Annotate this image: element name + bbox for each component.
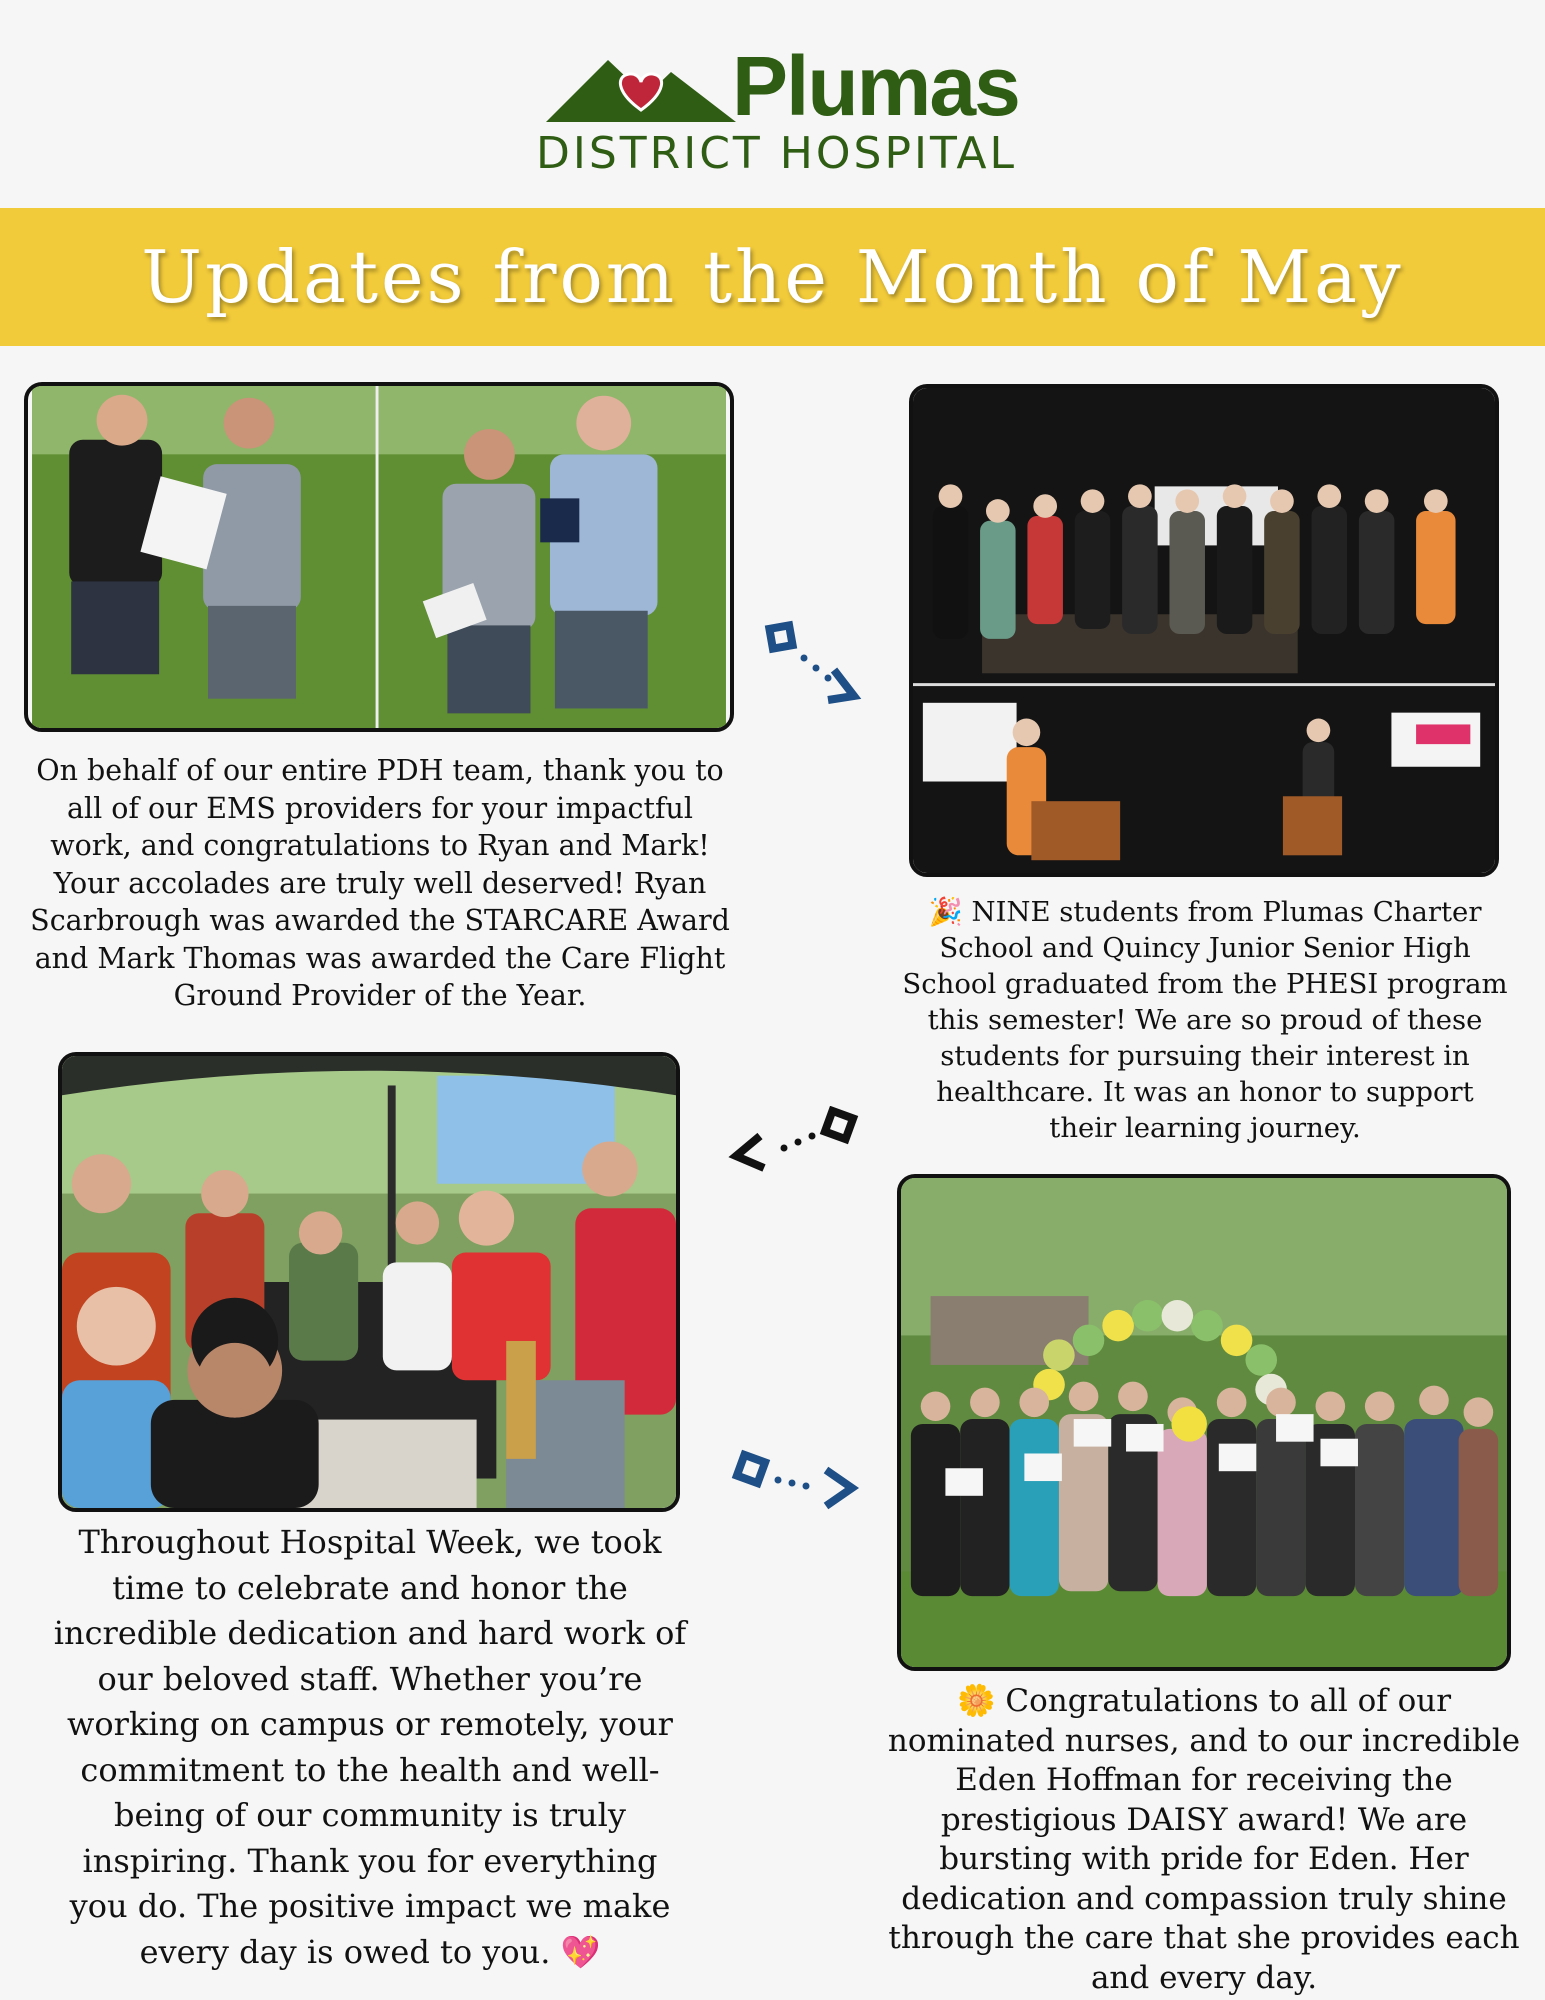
hospital-logo [536,39,1019,180]
dotted-arrow-icon [764,620,864,712]
page-title: Updates from the Month of May [141,235,1404,319]
daisy-caption-text: Congratulations to all of our nominated nurses, and to our incredible Eden Hoffman for receiving the prestigious DAISY award! We are bursting with pride for Eden. Her dedication and compassion truly shine through the care that she provides each and every day. [887,1683,1521,1996]
daisy-caption [870,1682,1538,1998]
dotted-arrow-icon [730,1448,862,1518]
hospital-week-caption-text: Throughout Hospital Week, we took time to celebrate and honor the incredible dedication and hard work of our beloved staff. Whether you’re working on campus or remotely, your commitment to the health and well-being of our community is truly inspiring. Thank you for everything you do. The positive impact we make every day is owed to you. [53,1523,687,1971]
logo-subtitle: DISTRICT HOSPITAL [536,128,1018,179]
phesi-caption [900,894,1510,1146]
phesi-graduation-photo [909,384,1499,877]
dotted-arrow-icon [724,1106,860,1178]
phesi-caption-text: NINE students from Plumas Charter School and Quincy Junior Senior High School graduated from the PHESI program this semester! We are so proud of these students for pursuing their interest in healthcare. It was an honor to support their learning journey. [902,896,1508,1144]
daisy-flower-icon: 🌼 [956,1683,996,1719]
party-popper-icon: 🎉 [928,896,963,928]
hospital-week-caption [50,1520,690,1975]
sparkling-heart-icon: 💖 [560,1932,601,1971]
ems-caption: On behalf of our entire PDH team, thank you to all of our EMS providers for your impactful work, and congratulations to Ryan and Mark! Your accolades are truly well deserved! Ryan Scarbrough was awarded the STARCARE Award and Mark Thomas was awarded the Care Flight Ground Provider of the Year. [30,754,730,1012]
mountain-heart-icon [546,50,736,128]
daisy-award-photo [897,1174,1511,1671]
title-banner [0,208,1545,346]
ems-award-photo [24,382,734,732]
logo-name: Plumas [732,39,1019,133]
hospital-week-photo [58,1052,680,1512]
